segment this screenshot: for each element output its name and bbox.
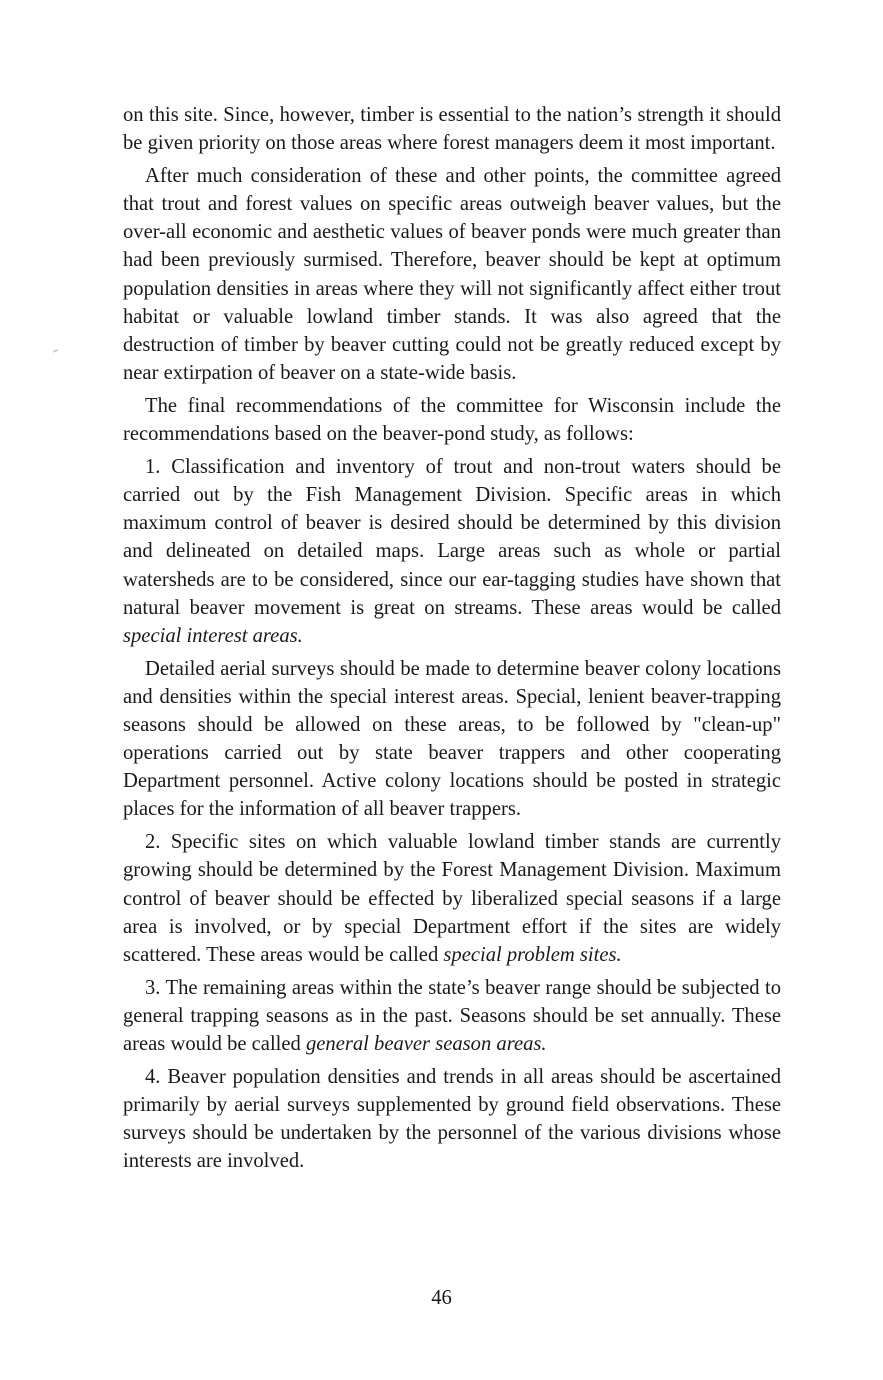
italic-term: general beaver season areas. <box>305 1033 547 1055</box>
paragraph-continuation <box>123 101 781 157</box>
page-number: 46 <box>431 1287 452 1309</box>
recommendation-item-3 <box>123 974 781 1058</box>
page-body-text <box>123 101 781 1180</box>
recommendation-item-1 <box>123 453 781 650</box>
italic-term: special problem sites. <box>443 943 622 966</box>
paragraph-text: 3. The remaining areas within the state’s beaver range should be subjected to general trapping seasons as in the past. Seasons should be set annually. These areas would be called <box>123 976 781 1055</box>
paragraph-final-recommendations <box>123 392 781 448</box>
paragraph-text: The final recommendations of the committee for Wisconsin include the recommendations based on the beaver-pond study, as follows: <box>123 394 781 446</box>
scan-speck <box>52 349 59 355</box>
recommendation-item-4 <box>123 1063 781 1175</box>
paragraph-committee-agreement <box>123 162 781 387</box>
paragraph-text: 1. Classification and inventory of trout and non-trout waters should be carried out by the Fish Management Division. Specific areas in which maximum control of beaver is desired should be determined by this division and delineated on detailed maps. Large areas such as whole or partial watersheds are to be considered, since our ear-tagging studies have shown that natural beaver movement is great on streams. These areas would be called <box>123 456 781 619</box>
recommendation-item-2 <box>123 828 781 968</box>
paragraph-aerial-surveys <box>123 655 781 824</box>
paragraph-text: After much consideration of these and other points, the committee agreed that trout and forest values on specific areas outweigh beaver values, but the over-all economic and aesthetic values of beaver ponds were much greater than had been previously surmised. Therefore, beaver should be kept at optimum population densities in areas where they will not significantly affect either trout habitat or valuable lowland timber stands. It was also agreed that the destruction of timber by beaver cutting could not be greatly reduced except by near extirpation of beaver on a state-wide basis. <box>123 165 781 384</box>
paragraph-text: on this site. Since, however, timber is essential to the nation’s strength it should be given priority on those areas where forest managers deem it most important. <box>123 104 781 155</box>
paragraph-text: 4. Beaver population densities and trends in all areas should be ascertained primarily by aerial surveys supplemented by ground field observations. These surveys should be undertaken by the personnel of the various divisions whose interests are involved. <box>123 1066 781 1173</box>
italic-term: special interest areas. <box>123 624 303 647</box>
paragraph-text: 2. Specific sites on which valuable lowland timber stands are currently growing should be determined by the Forest Management Division. Maximum control of beaver should be effected by liberalized special seasons if a large area is involved, or by special Department effort if the sites are widely scattered. These areas would be called <box>123 831 781 966</box>
paragraph-text: Detailed aerial surveys should be made to determine beaver colony locations and densities within the special interest areas. Special, lenient beaver-trapping seasons should be allowed on these areas, to be followed by "clean-up" operations carried out by state beaver trappers and other cooperating Department personnel. Active colony locations should be posted in strategic places for the information of all beaver trappers. <box>123 657 781 821</box>
